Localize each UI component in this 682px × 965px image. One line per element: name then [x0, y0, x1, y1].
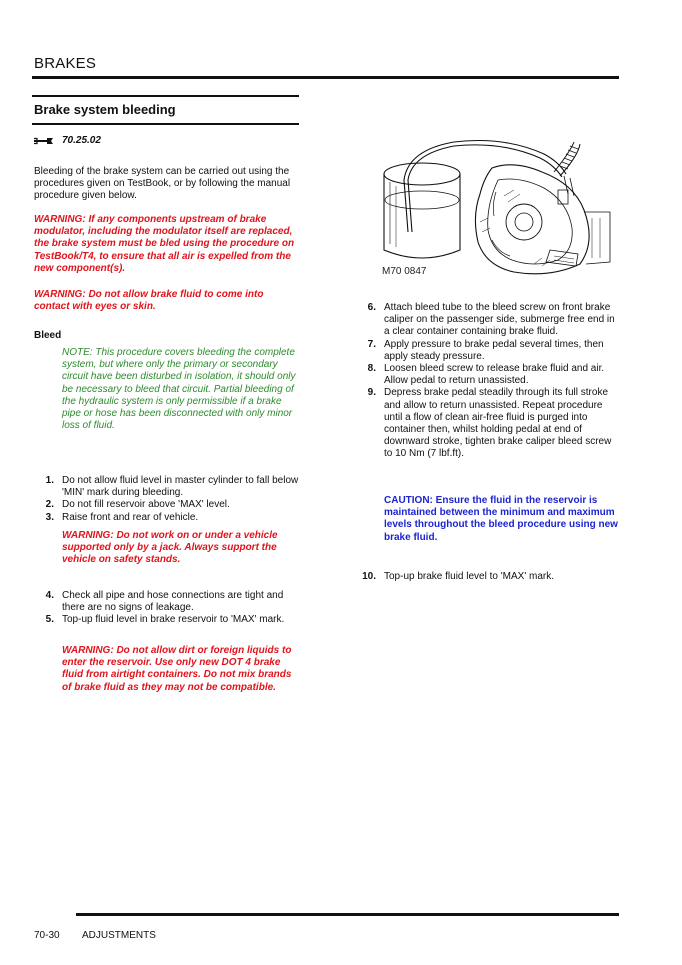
- warning-fluid-contamination: WARNING: Do not allow dirt or foreign liquids to enter the reservoir. Use only new DOT 4 brake fluid from airtight containers. Do not mix brands of brake fluid as they may not be compatible.: [62, 645, 292, 693]
- caution-fluid-levels: CAUTION: Ensure the fluid in the reservoir is maintained between the minimum and maximum levels throughout the bleed procedure using new brake fluid.: [384, 495, 618, 543]
- subheading-bleed: Bleed: [34, 330, 62, 341]
- step-item: [34, 475, 299, 499]
- step-text: Do not fill reservoir above 'MAX' level.: [62, 499, 230, 511]
- page-header-title: BRAKES: [34, 55, 97, 72]
- steps-list-c: [356, 302, 620, 461]
- step-item: [356, 302, 620, 339]
- step-number: 2.: [45, 499, 54, 511]
- steps-list-d: [356, 571, 620, 583]
- warning-jack: WARNING: Do not work on or under a vehicle supported only by a jack. Always support the vehicle on safety stands.: [62, 530, 278, 566]
- step-number: 6.: [367, 302, 376, 313]
- step-number: 5.: [45, 614, 54, 626]
- steps-list-a: [34, 475, 299, 524]
- step-text: Check all pipe and hose connections are tight and there are no signs of leakage.: [62, 590, 284, 614]
- step-number: 7.: [367, 338, 376, 350]
- footer-page-number: 70-30: [34, 930, 60, 941]
- figure-label: M70 0847: [382, 266, 427, 277]
- step-text: Top-up fluid level in brake reservoir to 'MAX' mark.: [62, 614, 285, 626]
- step-item: [356, 571, 620, 583]
- intro-paragraph: Bleeding of the brake system can be carried out using the procedures given on TestBook, or by following the manual procedure given below.: [34, 166, 291, 202]
- operation-code-number: 70.25.02: [62, 135, 101, 146]
- step-item: [356, 387, 620, 460]
- header-rule: [32, 76, 619, 79]
- section-rule-bottom: [32, 123, 299, 125]
- warning-eyes-skin: WARNING: Do not allow brake fluid to come into contact with eyes or skin.: [34, 289, 264, 313]
- step-text: Apply pressure to brake pedal several times, then apply steady pressure.: [384, 338, 604, 362]
- step-number: 4.: [45, 590, 54, 601]
- step-text: Do not allow fluid level in master cylinder to fall below 'MIN' mark during bleeding.: [62, 475, 299, 499]
- bleed-procedure-illustration: [374, 132, 618, 280]
- step-number: 8.: [367, 363, 376, 375]
- step-number: 1.: [45, 475, 54, 486]
- step-item: [34, 590, 299, 614]
- footer-rule: [76, 913, 619, 916]
- step-item: [34, 614, 299, 626]
- step-item: [34, 499, 299, 511]
- step-text: Attach bleed tube to the bleed screw on front brake caliper on the passenger side, submerge free end in a clear container containing brake fluid.: [384, 302, 615, 338]
- step-number: 3.: [45, 511, 54, 523]
- operation-code: [34, 135, 101, 146]
- step-item: [34, 512, 299, 524]
- note-partial-bleeding: NOTE: This procedure covers bleeding the complete system, but where only the primary or secondary circuit have been disturbed in isolation, it should only be necessary to bleed that circuit. Partial bleeding of the hydraulic system is only permissible if a brake pipe or hose has been disconnected with only minor loss of fluid.: [62, 347, 296, 432]
- step-text: Depress brake pedal steadily through its full stroke and allow to return unassisted. Repeat procedure until a flow of clean air-free fluid is purged into container then, whilst holding pedal at end of downward stroke, tighten brake caliper bleed screw to 10 Nm (7 lbf.ft).: [384, 387, 612, 460]
- step-text: Raise front and rear of vehicle.: [62, 511, 199, 523]
- step-item: [356, 339, 620, 363]
- warning-modulator: WARNING: If any components upstream of brake modulator, including the modulator itself are replaced, the brake system must be bled using the procedure on TestBook/T4, to ensure that all air is expelled from the new component(s).: [34, 214, 295, 274]
- step-number: 10.: [362, 571, 376, 582]
- steps-list-b: [34, 590, 299, 627]
- section-title: Brake system bleeding: [34, 102, 176, 117]
- step-number: 9.: [367, 387, 376, 399]
- step-text: Loosen bleed screw to release brake fluid and air. Allow pedal to return unassisted.: [384, 363, 605, 387]
- step-item: [356, 363, 620, 387]
- spanner-icon: [34, 137, 54, 145]
- step-text: Top-up brake fluid level to 'MAX' mark.: [384, 571, 554, 582]
- footer-section: ADJUSTMENTS: [82, 930, 156, 941]
- section-rule-top: [32, 95, 299, 97]
